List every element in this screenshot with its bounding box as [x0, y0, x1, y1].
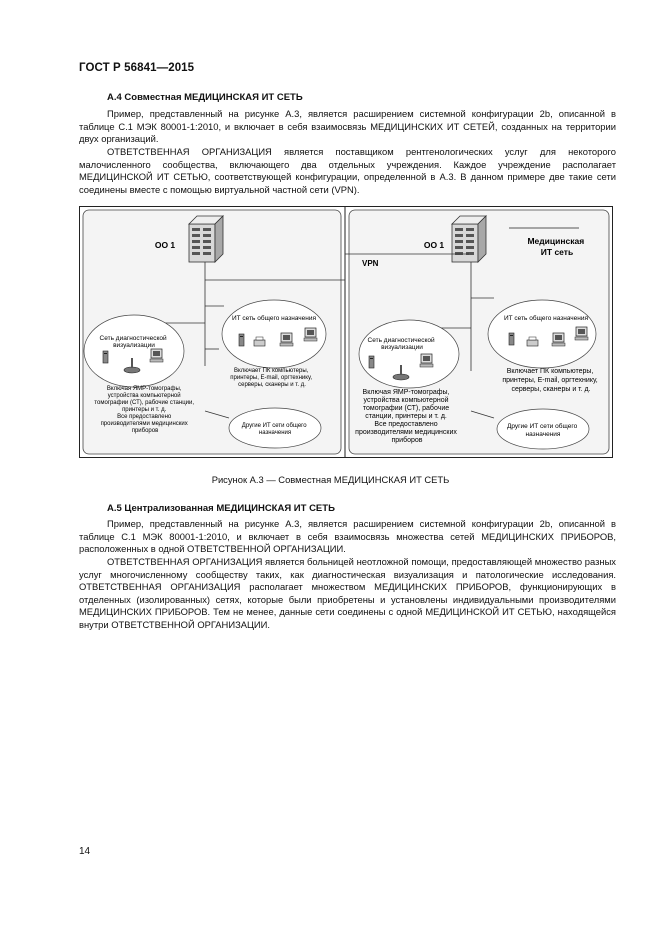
left-diagnostic-network-ellipse: [84, 315, 184, 387]
vpn-label: VPN: [362, 259, 379, 268]
left-other-networks-label: Другие ИТ сети общего назначения: [241, 423, 307, 436]
figure-a3-diagram: [79, 206, 613, 458]
right-other-networks-label: Другие ИТ сети общего назначения: [506, 423, 578, 438]
section-a5-paragraph-1: Пример, представленный на рисунке А.3, является расширением системной конфигурации 2b, описанной в таблице С.1 МЭК 80001-1:2010, и включает в себя взаимосвязь множества сетей МЕДИЦИНСКИХ ПРИБОРОВ, расположенных в одной ОТВЕТСТВЕННОЙ ОРГАНИЗАЦИИ.: [79, 518, 616, 555]
right-pc-icon-1: [552, 333, 565, 346]
right-server-icon: [452, 216, 486, 262]
right-general-description: Включает ПК компьютеры, принтеры, E-mail, оргтехнику, серверы, сканеры и т. д.: [502, 368, 598, 393]
section-a5-title: А.5 Централизованная МЕДИЦИНСКАЯ ИТ СЕТЬ: [107, 503, 335, 514]
right-general-network-label: ИТ сеть общего назначения: [503, 315, 589, 322]
right-pc-tower-icon: [509, 333, 514, 345]
figure-caption: Рисунок А.3 — Совместная МЕДИЦИНСКАЯ ИТ СЕТЬ: [211, 474, 450, 485]
right-pc-icon-2: [575, 327, 588, 340]
left-general-description: Включает ПК компьютеры, принтеры, E-mail, оргтехнику, серверы, сканеры и т. д.: [230, 368, 313, 388]
right-diag-pc-icon: [420, 354, 433, 367]
document-header: ГОСТ Р 56841—2015: [79, 62, 195, 74]
page-number: 14: [79, 846, 91, 857]
section-a4-paragraph-1: Пример, представленный на рисунке А.3, является расширением системной конфигурации 2b, описанной в таблице С.1 МЭК 80001-1:2010, и включает в себя взаимосвязь МЕДИЦИНСКИХ ИТ СЕТЕЙ, созданных на территории двух организаций.: [79, 108, 616, 145]
section-a5-paragraph-2: ОТВЕТСТВЕННАЯ ОРГАНИЗАЦИЯ является больницей неотложной помощи, предоставляющей множество разных услуг многочисленному сообществу таких, как диагностическая визуализация и патологические исследования. ОТВЕТСТВЕННАЯ ОРГАНИЗАЦИЯ располагает множеством МЕДИЦИНСКИХ ПРИБОРОВ, функционирующих в отделенных (изолированных) сетях, которые были приобретены и установлены индивидуальными производителями МЕДИЦИНСКИХ ПРИБОРОВ. Тем не менее, данные сети соединены с одной МЕДИЦИНСКОЙ ИТ СЕТЬЮ, находящейся внутри ОТВЕТСТВЕННОЙ ОРГАНИЗАЦИИ.: [79, 556, 616, 630]
left-pc-tower-icon: [239, 334, 244, 346]
left-server-icon: [189, 216, 223, 262]
left-diagnostic-description: Включая ЯМР-томографы, устройства компьютерной томографии (СТ), рабочие станции, принтеры и т. д. Все предоставлено производителями медицинских приборов: [94, 386, 195, 434]
left-oo-label: ОО 1: [154, 240, 176, 250]
left-diag-pc-icon: [150, 349, 163, 362]
left-diag-workstation-icon: [103, 351, 108, 363]
section-a4-paragraph-2: ОТВЕТСТВЕННАЯ ОРГАНИЗАЦИЯ является поставщиком рентгенологических услуг для некоторого малочисленного сообщества, включающего два отдельных учреждения. Каждое учреждение располагает МЕДИЦИНСКОЙ ИТ СЕТЬЮ, соответствующей конфигурации, определенной в А.3. В данном примере две такие сети соединены вместе с помощью виртуальной частной сети (VPN).: [79, 146, 616, 195]
left-pc-icon-1: [280, 333, 293, 346]
right-diagnostic-description: Включая ЯМР-томографы, устройства компьютерной томографии (СТ), рабочие станции, принтеры и т. д. Все предоставлено производителями медицинских приборов: [355, 389, 457, 444]
medical-it-network-title: Медицинская ИТ сеть: [527, 236, 585, 257]
section-a4-title: А.4 Совместная МЕДИЦИНСКАЯ ИТ СЕТЬ: [107, 92, 303, 103]
right-diag-workstation-icon: [369, 356, 374, 368]
left-general-network-label: ИТ сеть общего назначения: [231, 315, 317, 322]
right-diagnostic-network-label: Сеть диагностической визуализации: [367, 337, 435, 351]
left-pc-icon-2: [304, 328, 317, 341]
right-oo-label: ОО 1: [423, 240, 445, 250]
left-diagnostic-network-label: Сеть диагностической визуализации: [99, 335, 167, 349]
